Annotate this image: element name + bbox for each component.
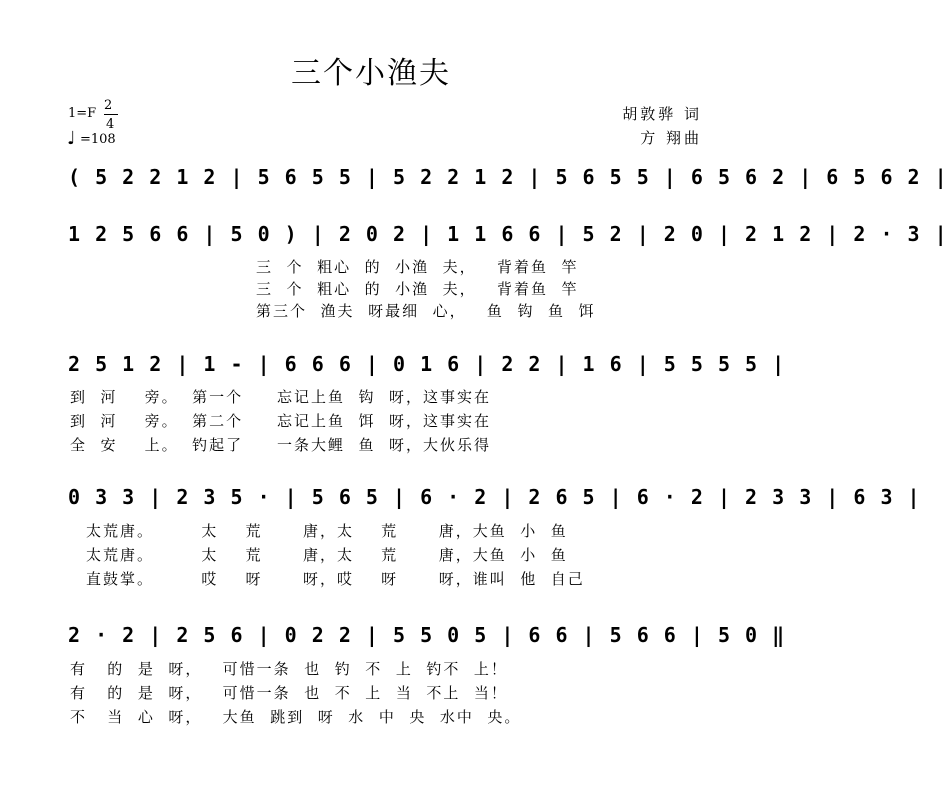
key-signature: 1=F [68,106,97,121]
lyric-line: 太荒唐。 太 荒 唐，太 荒 唐，大鱼 小 鱼 [86,522,568,540]
lyric-line: 全 安 上。 钓起了 一条大鲤 鱼 呀，大伙乐得 [70,436,492,454]
notation-row: 1 2 5 6 6 | 5 0 ) | 2 0 2 | 1 1 6 6 | 5 2 | 2 0 | 2 1 2 | 2 · 3 | [68,222,948,246]
lyric-line: 三 个 粗心 的 小渔 夫， 背着鱼 竿 [256,258,579,276]
notation-row: 2 5 1 2 | 1 - | 6 6 6 | 0 1 6 | 2 2 | 1 6 | 5 5 5 5 | [68,352,786,376]
lyric-line: 有 的 是 呀， 可惜一条 也 不 上 当 不上 当！ [70,684,508,702]
composer-credit: 方 翔曲 [640,129,702,147]
lyric-line: 到 河 旁。 第一个 忘记上鱼 钩 呀，这事实在 [70,388,492,406]
lyric-line: 直鼓掌。 哎 呀 呀，哎 呀 呀，谁叫 他 自己 [86,570,585,588]
lyric-line: 到 河 旁。 第二个 忘记上鱼 饵 呀，这事实在 [70,412,492,430]
song-title: 三个小渔夫 [291,56,451,91]
quarter-note-icon: ♩ [67,128,76,149]
lyric-line: 太荒唐。 太 荒 唐，太 荒 唐，大鱼 小 鱼 [86,546,568,564]
lyric-line: 第三个 渔夫 呀最细 心， 鱼 钩 鱼 饵 [256,302,596,320]
time-signature-top: 2 [104,98,113,113]
lyricist-credit: 胡敦骅 词 [622,105,702,123]
lyric-line: 有 的 是 呀， 可惜一条 也 钓 不 上 钓不 上！ [70,660,508,678]
notation-row: ( 5 2 2 1 2 | 5 6 5 5 | 5 2 2 1 2 | 5 6 5 5 | 6 5 6 2 | 6 5 6 2 | [68,165,948,189]
tempo-marking: =108 [80,132,116,147]
lyric-line: 不 当 心 呀， 大鱼 跳到 呀 水 中 央 水中 央。 [70,708,522,726]
time-signature-bottom: 4 [106,117,115,132]
notation-row: 0 3 3 | 2 3 5 · | 5 6 5 | 6 · 2 | 2 6 5 | 6 · 2 | 2 3 3 | 6 3 | [68,485,922,509]
lyric-line: 三 个 粗心 的 小渔 夫， 背着鱼 竿 [256,280,579,298]
time-signature-bar [104,114,118,115]
notation-row: 2 · 2 | 2 5 6 | 0 2 2 | 5 5 0 5 | 6 6 | 5 6 6 | 5 0 ‖ [68,623,786,647]
